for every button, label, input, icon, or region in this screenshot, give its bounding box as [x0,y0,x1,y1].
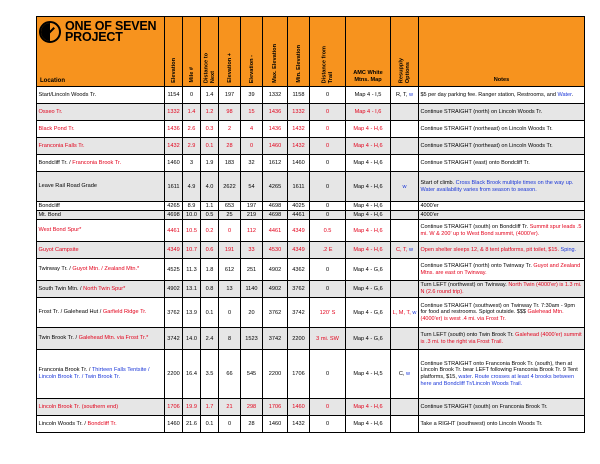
distance-from-trail-cell: 120' S [310,298,346,328]
elevation-cell: 4265 [165,202,183,211]
notes-cell: Start of climb. Cross Black Brook mulitple times on the way up. Water availability varies from season to season. [419,172,585,202]
amc-map-cell: Map 4 - H,6 [346,138,391,155]
min-elevation-cell: 1432 [288,138,310,155]
table-row [37,104,585,121]
mile-cell: 2.9 [183,138,201,155]
distance-cell: 1.8 [201,259,219,281]
min-elevation-cell: 4349 [288,220,310,242]
amc-map-cell: Map 4 - I,6 [346,104,391,121]
distance-from-trail-cell: 0 [310,138,346,155]
elevation-minus-cell: 39 [241,87,263,104]
location-cell: West Bond Spur* [37,220,165,242]
max-elevation-cell: 1436 [263,121,288,138]
distance-from-trail-cell: 0 [310,416,346,433]
resupply-cell [391,220,419,242]
amc-map-cell: Map 4 - H,6 [346,399,391,416]
elevation-plus-cell: 197 [219,87,241,104]
elevation-minus-cell: 32 [241,155,263,172]
amc-map-cell: Map 4 - H,6 [346,416,391,433]
table-row [37,416,585,433]
elevation-plus-cell: 21 [219,399,241,416]
mile-cell: 10.5 [183,220,201,242]
mile-cell: 11.3 [183,259,201,281]
elevation-plus-cell: 66 [219,350,241,399]
resupply-cell [391,416,419,433]
notes-cell: Turn LEFT (south) onto Twin Brook Tr. Galehead (4000'er) summit is .3 mi. to the right via Frost Trail. [419,328,585,350]
mile-cell: 13.1 [183,281,201,298]
notes-cell: Continue STRAIGHT (northeast) on Lincoln Woods Tr. [419,121,585,138]
amc-map-cell: Map 4 - H,5 [346,350,391,399]
max-elevation-cell: 3762 [263,298,288,328]
distance-cell: 4.0 [201,172,219,202]
table-row [37,138,585,155]
elevation-cell: 1460 [165,416,183,433]
max-elevation-cell: 1706 [263,399,288,416]
elevation-plus-cell: 2622 [219,172,241,202]
location-cell: Twin Brook Tr. / Galehead Mtn. via Frost Tr.* [37,328,165,350]
elevation-plus-cell: 0 [219,220,241,242]
location-cell: Frost Tr. / Galehead Hut / Garfield Ridge Tr. [37,298,165,328]
elevation-cell: 1611 [165,172,183,202]
amc-map-cell: Map 4 - G,6 [346,328,391,350]
elevation-minus-cell: 219 [241,211,263,220]
min-elevation-cell: 3762 [288,281,310,298]
logo-line-2: PROJECT [65,30,123,44]
elevation-cell: 4349 [165,242,183,259]
distance-from-trail-cell: .2 E [310,242,346,259]
resupply-cell: R, T, w [391,87,419,104]
distance-from-trail-cell: 0 [310,211,346,220]
resupply-cell: C, T, w [391,242,419,259]
logo [39,21,156,43]
min-elevation-cell: 1611 [288,172,310,202]
distance-from-trail-header: Distance from Trail [310,17,346,87]
elevation-cell: 4698 [165,211,183,220]
elevation-minus-cell: 197 [241,202,263,211]
notes-header: Notes [419,17,585,87]
distance-from-trail-cell: 0 [310,259,346,281]
max-elevation-cell: 4902 [263,259,288,281]
notes-cell: Turn LEFT (northwest) on Twinway. North Twin (4000'er) is 1.3 mi. N (2.6 round trip). [419,281,585,298]
elevation-minus-cell: 33 [241,242,263,259]
max-elevation-cell: 1460 [263,138,288,155]
mile-cell: 21.6 [183,416,201,433]
distance-from-trail-cell: 0.5 [310,220,346,242]
max-elevation-cell: 2200 [263,350,288,399]
max-elevation-cell: 1460 [263,416,288,433]
location-cell: Twinway Tr. / Guyot Mtn. / Zealand Mtn.* [37,259,165,281]
location-cell: Lincoln Brook Tr. (southern end) [37,399,165,416]
elevation-minus-cell: 251 [241,259,263,281]
table-row [37,121,585,138]
location-header: Location [40,78,65,84]
resupply-cell: L, M, T, w [391,298,419,328]
distance-header: Distance to Next [201,17,219,87]
notes-cell: 4000'er [419,211,585,220]
distance-from-trail-cell: 0 [310,155,346,172]
table-body [37,87,585,433]
table-row [37,281,585,298]
notes-cell: Continue STRAIGHT onto Franconia Brook Tr. (south), then at Lincoln Brook Tr. bear LEFT following Franconia Brook Tr. 9 Tent platforms, $15, water. Route crosses at least 4 brooks between here and Bondcliff Tr/Lincoln Woods Trail. [419,350,585,399]
distance-cell: 1.9 [201,155,219,172]
table-row [37,242,585,259]
notes-cell: 4000'er [419,202,585,211]
amc-map-header: AMC White Mtns. Map [346,17,391,87]
logo-line-1: ONE OF SEVEN [65,19,157,33]
location-cell: Start/Lincoln Woods Tr. [37,87,165,104]
logo-text [65,21,156,43]
elevation-cell: 3762 [165,298,183,328]
elevation-minus-cell: 545 [241,350,263,399]
table-row [37,259,585,281]
mile-cell: 16.4 [183,350,201,399]
table-row [37,87,585,104]
max-elevation-cell: 3742 [263,328,288,350]
elevation-minus-header: Elevation - [241,17,263,87]
mile-cell: 10.7 [183,242,201,259]
location-cell: Black Pond Tr. [37,121,165,138]
min-elevation-cell: 4025 [288,202,310,211]
distance-from-trail-cell: 0 [310,350,346,399]
resupply-cell [391,211,419,220]
distance-cell: 0.1 [201,416,219,433]
elevation-cell: 4902 [165,281,183,298]
elevation-cell: 4461 [165,220,183,242]
location-cell: Franconia Falls Tr. [37,138,165,155]
mile-cell: 4.9 [183,172,201,202]
resupply-cell [391,281,419,298]
resupply-cell [391,104,419,121]
location-cell: Bondcliff Tr. / Franconia Brook Tr. [37,155,165,172]
min-elevation-cell: 4461 [288,211,310,220]
elevation-cell: 1332 [165,104,183,121]
mile-cell: 13.9 [183,298,201,328]
distance-cell: 0.1 [201,298,219,328]
amc-map-cell: Map 4 - H,6 [346,220,391,242]
min-elevation-header: Min. Elevation [288,17,310,87]
elevation-cell: 4525 [165,259,183,281]
max-elevation-cell: 4265 [263,172,288,202]
max-elevation-cell: 1612 [263,155,288,172]
elevation-cell: 1460 [165,155,183,172]
amc-map-cell: Map 4 - G,6 [346,281,391,298]
location-cell: Osseo Tr. [37,104,165,121]
max-elevation-cell: 4902 [263,281,288,298]
one-of-seven-logo-icon [39,21,61,43]
table-row [37,202,585,211]
distance-from-trail-cell: 0 [310,281,346,298]
distance-cell: 1.1 [201,202,219,211]
distance-cell: 0.5 [201,211,219,220]
distance-cell: 1.2 [201,104,219,121]
notes-cell: Open shelter sleeps 12, & 8 tent platforms, pit toilet, $15. Sping. [419,242,585,259]
min-elevation-cell: 1332 [288,104,310,121]
table-row [37,298,585,328]
resupply-cell: C, w [391,350,419,399]
notes-cell: Continue STRAIGHT (north) onto Twinway Tr. Guyot and Zealand Mtns. are east on Twinway. [419,259,585,281]
amc-map-cell: Map 4 - H,6 [346,202,391,211]
elevation-plus-cell: 28 [219,138,241,155]
table-row [37,220,585,242]
distance-cell: 1.4 [201,87,219,104]
elevation-plus-cell: 13 [219,281,241,298]
distance-from-trail-cell: 0 [310,121,346,138]
location-cell: Guyot Campsite [37,242,165,259]
resupply-header: Resupply Options [391,17,419,87]
max-elevation-cell: 4698 [263,202,288,211]
min-elevation-cell: 2200 [288,328,310,350]
min-elevation-cell: 1432 [288,416,310,433]
resupply-cell [391,121,419,138]
distance-from-trail-cell: 0 [310,202,346,211]
notes-cell: Continue STRAIGHT (southwest) on Twinway Tr. 7:30am - 9pm for food and restrooms. Spigot outside. $$$ Galehead Mtn. (4000'er) is west .4 mi. via Frost Tr. [419,298,585,328]
max-elevation-cell: 4461 [263,220,288,242]
amc-map-cell: Map 4 - H,6 [346,172,391,202]
elevation-plus-cell: 612 [219,259,241,281]
distance-from-trail-cell: 3 mi. SW [310,328,346,350]
mile-cell: 10.0 [183,211,201,220]
min-elevation-cell: 3742 [288,298,310,328]
elevation-plus-cell: 8 [219,328,241,350]
mile-cell: 1.4 [183,104,201,121]
elevation-minus-cell: 54 [241,172,263,202]
location-cell: Franconia Brook Tr. / Thirteen Falls Tentsite / Lincoln Brook Tr. / Twin Brook Tr. [37,350,165,399]
min-elevation-cell: 4362 [288,259,310,281]
distance-cell: 1.7 [201,399,219,416]
min-elevation-cell: 1460 [288,399,310,416]
elevation-minus-cell: 15 [241,104,263,121]
table-row [37,350,585,399]
amc-map-cell: Map 4 - H,6 [346,121,391,138]
elevation-plus-cell: 25 [219,211,241,220]
resupply-cell [391,399,419,416]
trail-table [36,16,585,433]
notes-cell: Continue STRAIGHT (northeast) on Lincoln Woods Tr. [419,138,585,155]
elevation-minus-cell: 4 [241,121,263,138]
elevation-plus-header: Elevation + [219,17,241,87]
elevation-plus-cell: 0 [219,298,241,328]
distance-cell: 0.6 [201,242,219,259]
elevation-plus-cell: 183 [219,155,241,172]
elevation-minus-cell: 112 [241,220,263,242]
distance-cell: 2.4 [201,328,219,350]
amc-map-cell: Map 4 - G,6 [346,298,391,328]
notes-cell: Continue STRAIGHT (north) on Lincoln Woods Tr. [419,104,585,121]
amc-map-cell: Map 4 - H,6 [346,211,391,220]
max-elevation-cell: 4698 [263,211,288,220]
notes-cell: Continue STRAIGHT (south) on Franconia Brook Tr. [419,399,585,416]
elevation-minus-cell: 0 [241,138,263,155]
elevation-minus-cell: 28 [241,416,263,433]
notes-cell: Continue STRAIGHT (east) onto Bondcliff Tr. [419,155,585,172]
elevation-minus-cell: 1523 [241,328,263,350]
distance-cell: 0.8 [201,281,219,298]
elevation-header: Elevation [165,17,183,87]
elevation-plus-cell: 98 [219,104,241,121]
min-elevation-cell: 1158 [288,87,310,104]
elevation-cell: 1706 [165,399,183,416]
min-elevation-cell: 1460 [288,155,310,172]
resupply-cell [391,202,419,211]
distance-cell: 0.3 [201,121,219,138]
notes-cell: $5 per day parking fee. Ranger station, Restrooms, and Water. [419,87,585,104]
mile-cell: 8.9 [183,202,201,211]
logo-header-cell [37,17,165,87]
amc-map-cell: Map 4 - H,6 [346,155,391,172]
location-cell: Lincoln Woods Tr. / Bondcliff Tr. [37,416,165,433]
table-row [37,328,585,350]
distance-from-trail-cell: 0 [310,172,346,202]
location-cell: Mt. Bond [37,211,165,220]
resupply-cell [391,155,419,172]
distance-from-trail-cell: 0 [310,87,346,104]
elevation-cell: 1154 [165,87,183,104]
mile-header: Mile # [183,17,201,87]
max-elevation-cell: 1332 [263,87,288,104]
table-row [37,399,585,416]
mile-cell: 0 [183,87,201,104]
min-elevation-cell: 1706 [288,350,310,399]
elevation-cell: 2200 [165,350,183,399]
resupply-cell: w [391,172,419,202]
table-row [37,211,585,220]
max-elevation-cell: 1436 [263,104,288,121]
table-row [37,155,585,172]
elevation-plus-cell: 2 [219,121,241,138]
elevation-minus-cell: 20 [241,298,263,328]
min-elevation-cell: 4349 [288,242,310,259]
distance-cell: 0.2 [201,220,219,242]
elevation-cell: 3742 [165,328,183,350]
mile-cell: 2.6 [183,121,201,138]
amc-map-cell: Map 4 - H,6 [346,242,391,259]
resupply-cell [391,259,419,281]
elevation-cell: 1436 [165,121,183,138]
distance-cell: 3.5 [201,350,219,399]
elevation-minus-cell: 298 [241,399,263,416]
amc-map-cell: Map 4 - I,5 [346,87,391,104]
location-cell: South Twin Mtn. / North Twin Spur* [37,281,165,298]
max-elevation-header: Max. Elevation [263,17,288,87]
header-row [37,17,585,87]
elevation-plus-cell: 653 [219,202,241,211]
mile-cell: 19.9 [183,399,201,416]
mile-cell: 14.0 [183,328,201,350]
elevation-cell: 1432 [165,138,183,155]
notes-cell: Take a RIGHT (southwest) onto Lincoln Woods Tr. [419,416,585,433]
elevation-plus-cell: 191 [219,242,241,259]
mile-cell: 3 [183,155,201,172]
resupply-cell [391,138,419,155]
amc-map-cell: Map 4 - G,6 [346,259,391,281]
elevation-minus-cell: 1140 [241,281,263,298]
distance-cell: 0.1 [201,138,219,155]
distance-from-trail-cell: 0 [310,104,346,121]
distance-from-trail-cell: 0 [310,399,346,416]
notes-cell: Continue STRAIGHT (south) on Bondcliff Tr. Summit spur leads .5 mi. W & 200' up to West Bond summit, (4000'er). [419,220,585,242]
location-cell: Bondcliff [37,202,165,211]
table-row [37,172,585,202]
location-cell: Leave Rail Road Grade [37,172,165,202]
max-elevation-cell: 4530 [263,242,288,259]
resupply-cell [391,328,419,350]
min-elevation-cell: 1432 [288,121,310,138]
elevation-plus-cell: 0 [219,416,241,433]
